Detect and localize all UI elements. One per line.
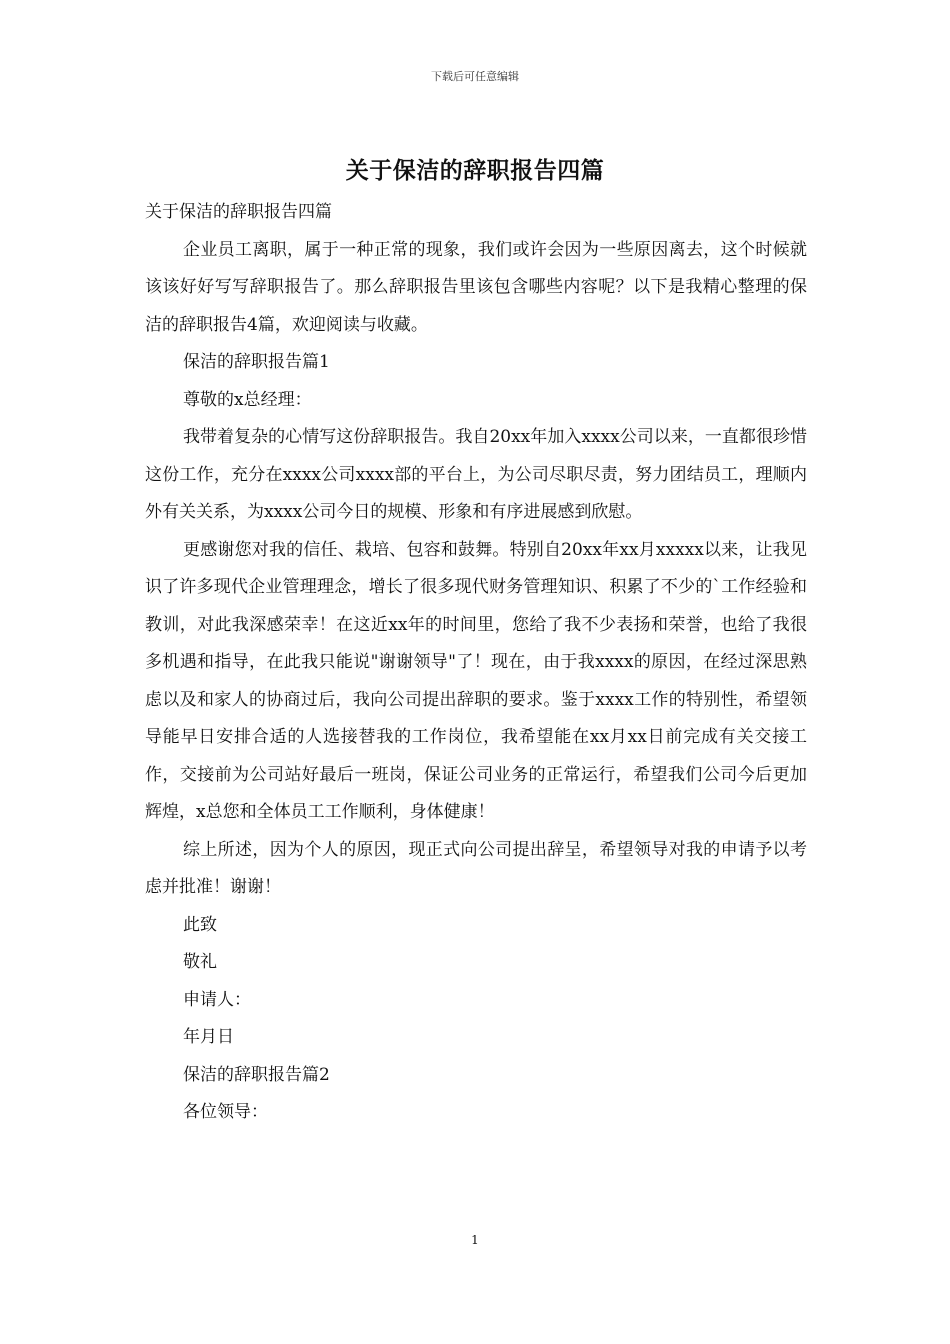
applicant-label: 申请人： (183, 989, 251, 1010)
date-label: 年月日 (183, 1027, 234, 1047)
body-paragraph: 关于保洁的辞职报告四篇 (145, 202, 332, 222)
body-paragraph: 综上所述，因为个人的原因，现正式向公司提出辞呈，希望领导对我的申请予以考虑并批准！谢谢！ (145, 839, 807, 897)
closing-line: 此致 (183, 914, 217, 935)
body-paragraph: 企业员工离职，属于一种正常的现象，我们或许会因为一些原因离去，这个时候就该该好好写写辞职报告了。那么辞职报告里该包含哪些内容呢？以下是我精心整理的保洁的辞职报告4篇，欢迎阅读与收藏。 (145, 239, 807, 335)
section-heading: 保洁的辞职报告篇1 (183, 352, 330, 372)
closing-line: 敬礼 (183, 952, 217, 972)
document-title: 关于保洁的辞职报告四篇 (345, 158, 605, 184)
salutation: 各位领导： (183, 1102, 268, 1122)
body-paragraph: 我带着复杂的心情写这份辞职报告。我自20xx年加入xxxx公司以来，一直都很珍惜这份工作，充分在xxxx公司xxxx部的平台上，为公司尽职尽责，努力团结员工，理顺内外有关关系，为xxxx公司今日的规模、形象和有序进展感到欣慰。 (145, 427, 807, 522)
salutation: 尊敬的x总经理： (183, 389, 312, 410)
page-number: 1 (471, 1233, 479, 1247)
body-paragraph: 更感谢您对我的信任、栽培、包容和鼓舞。特别自20xx年xx月xxxxx以来，让我见识了许多现代企业管理理念，增长了很多现代财务管理知识、积累了不少的`工作经验和教训，对此我深感荣幸！在这近xx年的时间里，您给了我不少表扬和荣誉，也给了我很多机遇和指导，在此我只能说"谢谢领导"了！现在，由于我xxxx的原因，在经过深思熟虑以及和家人的协商过后，我向公司提出辞职的要求。鉴于xxxx工作的特别性，希望领导能早日安排合适的人选接替我的工作岗位，我希望能在xx月xx日前完成有关交接工作，交接前为公司站好最后一班岗，保证公司业务的正常运行，希望我们公司今后更加辉煌，x总您和全体员工工作顺利，身体健康！ (145, 539, 807, 822)
document-body (145, 194, 807, 1132)
header-note: 下载后可任意编辑 (431, 70, 519, 83)
section-heading: 保洁的辞职报告篇2 (183, 1064, 330, 1085)
